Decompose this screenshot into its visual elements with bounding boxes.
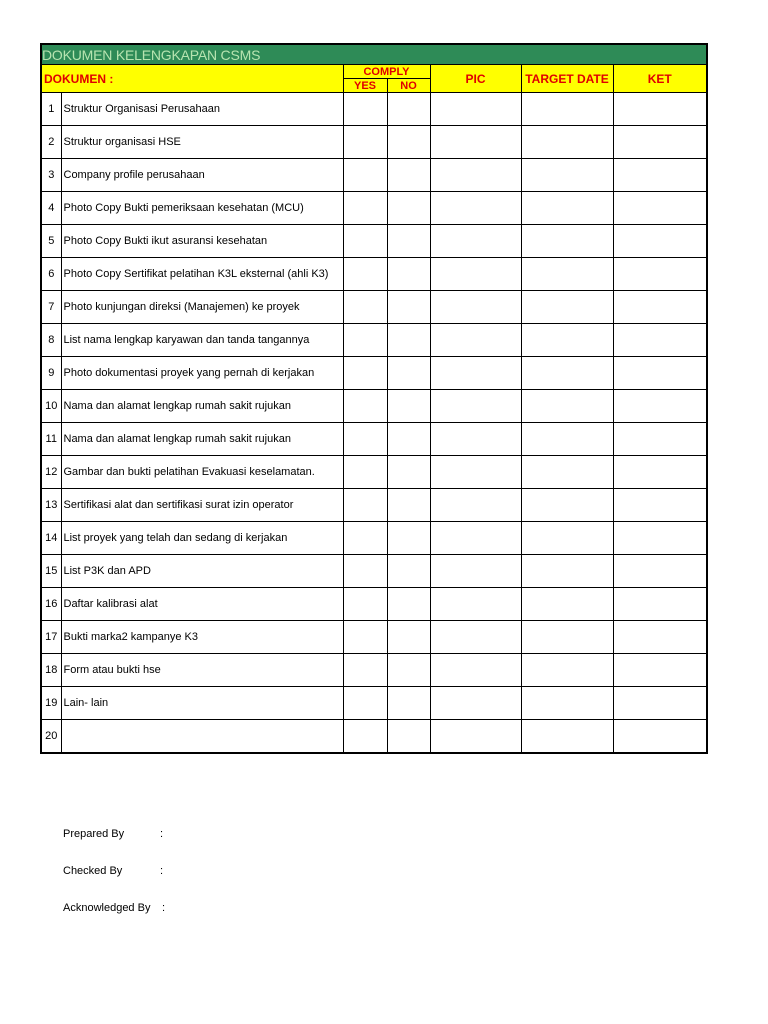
header-yes: YES <box>343 79 387 93</box>
row-no-cell[interactable] <box>387 159 430 192</box>
row-ket-cell[interactable] <box>613 258 707 291</box>
row-number: 17 <box>41 621 61 654</box>
row-document: Nama dan alamat lengkap rumah sakit rujukan <box>61 390 343 423</box>
row-target-date-cell[interactable] <box>521 159 613 192</box>
row-yes-cell[interactable] <box>343 654 387 687</box>
header-target-date: TARGET DATE <box>521 65 613 93</box>
acknowledged-by-line <box>63 902 165 914</box>
row-document: List proyek yang telah dan sedang di kerjakan <box>61 522 343 555</box>
row-ket-cell[interactable] <box>613 423 707 456</box>
row-number: 7 <box>41 291 61 324</box>
row-yes-cell[interactable] <box>343 423 387 456</box>
row-target-date-cell[interactable] <box>521 654 613 687</box>
row-yes-cell[interactable] <box>343 93 387 126</box>
row-yes-cell[interactable] <box>343 555 387 588</box>
row-number: 3 <box>41 159 61 192</box>
row-target-date-cell[interactable] <box>521 93 613 126</box>
row-ket-cell[interactable] <box>613 687 707 720</box>
row-yes-cell[interactable] <box>343 687 387 720</box>
row-ket-cell[interactable] <box>613 588 707 621</box>
row-target-date-cell[interactable] <box>521 687 613 720</box>
row-yes-cell[interactable] <box>343 720 387 754</box>
table-row <box>41 192 707 225</box>
checked-by-label: Checked By <box>63 865 123 877</box>
header-ket: KET <box>613 65 707 93</box>
row-ket-cell[interactable] <box>613 93 707 126</box>
row-no-cell[interactable] <box>387 588 430 621</box>
row-target-date-cell[interactable] <box>521 225 613 258</box>
checked-by-line <box>63 865 163 877</box>
row-ket-cell[interactable] <box>613 324 707 357</box>
row-ket-cell[interactable] <box>613 159 707 192</box>
row-document: Struktur Organisasi Perusahaan <box>61 93 343 126</box>
row-pic-cell[interactable] <box>430 522 521 555</box>
row-pic-cell[interactable] <box>430 291 521 324</box>
row-number: 9 <box>41 357 61 390</box>
row-number: 2 <box>41 126 61 159</box>
row-no-cell[interactable] <box>387 687 430 720</box>
row-pic-cell[interactable] <box>430 324 521 357</box>
row-ket-cell[interactable] <box>613 126 707 159</box>
table-row <box>41 456 707 489</box>
row-pic-cell[interactable] <box>430 390 521 423</box>
row-no-cell[interactable] <box>387 522 430 555</box>
row-target-date-cell[interactable] <box>521 522 613 555</box>
document-title: DOKUMEN KELENGKAPAN CSMS <box>41 44 707 65</box>
row-pic-cell[interactable] <box>430 654 521 687</box>
row-document: Photo Copy Sertifikat pelatihan K3L eksternal (ahli K3) <box>61 258 343 291</box>
checked-by-colon: : <box>160 865 164 877</box>
table-row <box>41 423 707 456</box>
row-document: Nama dan alamat lengkap rumah sakit rujukan <box>61 423 343 456</box>
row-target-date-cell[interactable] <box>521 456 613 489</box>
row-document: List P3K dan APD <box>61 555 343 588</box>
row-ket-cell[interactable] <box>613 390 707 423</box>
table-row <box>41 93 707 126</box>
row-target-date-cell[interactable] <box>521 720 613 754</box>
row-pic-cell[interactable] <box>430 159 521 192</box>
table-row <box>41 291 707 324</box>
table-row <box>41 159 707 192</box>
row-number: 8 <box>41 324 61 357</box>
row-number: 6 <box>41 258 61 291</box>
row-ket-cell[interactable] <box>613 291 707 324</box>
row-pic-cell[interactable] <box>430 225 521 258</box>
row-document: Photo kunjungan direksi (Manajemen) ke proyek <box>61 291 343 324</box>
row-no-cell[interactable] <box>387 423 430 456</box>
row-yes-cell[interactable] <box>343 390 387 423</box>
row-document: Photo Copy Bukti pemeriksaan kesehatan (MCU) <box>61 192 343 225</box>
row-document: Gambar dan bukti pelatihan Evakuasi keselamatan. <box>61 456 343 489</box>
row-yes-cell[interactable] <box>343 159 387 192</box>
row-no-cell[interactable] <box>387 555 430 588</box>
row-yes-cell[interactable] <box>343 225 387 258</box>
row-yes-cell[interactable] <box>343 489 387 522</box>
row-no-cell[interactable] <box>387 489 430 522</box>
csms-checklist-sheet <box>40 43 706 754</box>
table-row <box>41 324 707 357</box>
row-yes-cell[interactable] <box>343 258 387 291</box>
row-number: 10 <box>41 390 61 423</box>
row-target-date-cell[interactable] <box>521 324 613 357</box>
table-row <box>41 654 707 687</box>
row-no-cell[interactable] <box>387 456 430 489</box>
row-no-cell[interactable] <box>387 126 430 159</box>
prepared-by-line <box>63 828 163 840</box>
row-target-date-cell[interactable] <box>521 555 613 588</box>
row-pic-cell[interactable] <box>430 423 521 456</box>
row-ket-cell[interactable] <box>613 720 707 754</box>
row-ket-cell[interactable] <box>613 489 707 522</box>
table-row <box>41 225 707 258</box>
table-row <box>41 258 707 291</box>
row-number: 18 <box>41 654 61 687</box>
row-number: 11 <box>41 423 61 456</box>
table-row <box>41 621 707 654</box>
row-target-date-cell[interactable] <box>521 126 613 159</box>
table-row <box>41 687 707 720</box>
row-target-date-cell[interactable] <box>521 291 613 324</box>
row-pic-cell[interactable] <box>430 621 521 654</box>
row-pic-cell[interactable] <box>430 192 521 225</box>
row-no-cell[interactable] <box>387 390 430 423</box>
table-row <box>41 390 707 423</box>
row-no-cell[interactable] <box>387 225 430 258</box>
row-ket-cell[interactable] <box>613 456 707 489</box>
row-document: Photo dokumentasi proyek yang pernah di kerjakan <box>61 357 343 390</box>
row-document: Company profile perusahaan <box>61 159 343 192</box>
row-target-date-cell[interactable] <box>521 489 613 522</box>
header-pic: PIC <box>430 65 521 93</box>
table-row <box>41 720 707 754</box>
row-number: 19 <box>41 687 61 720</box>
row-document: Bukti marka2 kampanye K3 <box>61 621 343 654</box>
row-pic-cell[interactable] <box>430 93 521 126</box>
row-number: 16 <box>41 588 61 621</box>
row-document: Lain- lain <box>61 687 343 720</box>
row-pic-cell[interactable] <box>430 687 521 720</box>
row-yes-cell[interactable] <box>343 126 387 159</box>
row-ket-cell[interactable] <box>613 192 707 225</box>
row-ket-cell[interactable] <box>613 621 707 654</box>
row-no-cell[interactable] <box>387 621 430 654</box>
row-ket-cell[interactable] <box>613 357 707 390</box>
row-pic-cell[interactable] <box>430 456 521 489</box>
row-no-cell[interactable] <box>387 720 430 754</box>
header-no: NO <box>387 79 430 93</box>
row-document: Form atau bukti hse <box>61 654 343 687</box>
row-no-cell[interactable] <box>387 291 430 324</box>
row-target-date-cell[interactable] <box>521 390 613 423</box>
row-yes-cell[interactable] <box>343 621 387 654</box>
checklist-table <box>40 43 708 754</box>
row-pic-cell[interactable] <box>430 357 521 390</box>
row-pic-cell[interactable] <box>430 720 521 754</box>
table-row <box>41 126 707 159</box>
table-row <box>41 588 707 621</box>
row-no-cell[interactable] <box>387 654 430 687</box>
row-pic-cell[interactable] <box>430 555 521 588</box>
row-ket-cell[interactable] <box>613 225 707 258</box>
table-row <box>41 522 707 555</box>
row-number: 12 <box>41 456 61 489</box>
row-number: 15 <box>41 555 61 588</box>
row-yes-cell[interactable] <box>343 291 387 324</box>
row-yes-cell[interactable] <box>343 357 387 390</box>
table-row <box>41 555 707 588</box>
row-pic-cell[interactable] <box>430 126 521 159</box>
row-target-date-cell[interactable] <box>521 192 613 225</box>
row-pic-cell[interactable] <box>430 588 521 621</box>
row-document: List nama lengkap karyawan dan tanda tangannya <box>61 324 343 357</box>
row-target-date-cell[interactable] <box>521 357 613 390</box>
table-row <box>41 489 707 522</box>
row-number: 1 <box>41 93 61 126</box>
row-ket-cell[interactable] <box>613 522 707 555</box>
header-dokumen: DOKUMEN : <box>41 65 343 93</box>
row-no-cell[interactable] <box>387 93 430 126</box>
row-ket-cell[interactable] <box>613 654 707 687</box>
row-document <box>61 720 343 754</box>
row-yes-cell[interactable] <box>343 192 387 225</box>
row-target-date-cell[interactable] <box>521 621 613 654</box>
row-document: Daftar kalibrasi alat <box>61 588 343 621</box>
row-number: 20 <box>41 720 61 754</box>
row-target-date-cell[interactable] <box>521 588 613 621</box>
header-comply: COMPLY <box>343 65 430 79</box>
row-ket-cell[interactable] <box>613 555 707 588</box>
row-no-cell[interactable] <box>387 357 430 390</box>
row-target-date-cell[interactable] <box>521 423 613 456</box>
row-document: Sertifikasi alat dan sertifikasi surat izin operator <box>61 489 343 522</box>
row-number: 13 <box>41 489 61 522</box>
row-number: 4 <box>41 192 61 225</box>
table-row <box>41 357 707 390</box>
row-document: Struktur organisasi HSE <box>61 126 343 159</box>
row-number: 14 <box>41 522 61 555</box>
row-yes-cell[interactable] <box>343 588 387 621</box>
row-no-cell[interactable] <box>387 192 430 225</box>
row-no-cell[interactable] <box>387 258 430 291</box>
row-yes-cell[interactable] <box>343 522 387 555</box>
row-pic-cell[interactable] <box>430 489 521 522</box>
row-no-cell[interactable] <box>387 324 430 357</box>
row-document: Photo Copy Bukti ikut asuransi kesehatan <box>61 225 343 258</box>
acknowledged-by-colon: : <box>162 902 166 914</box>
row-pic-cell[interactable] <box>430 258 521 291</box>
row-number: 5 <box>41 225 61 258</box>
prepared-by-colon: : <box>160 828 164 840</box>
row-yes-cell[interactable] <box>343 456 387 489</box>
row-target-date-cell[interactable] <box>521 258 613 291</box>
row-yes-cell[interactable] <box>343 324 387 357</box>
prepared-by-label: Prepared By <box>63 828 125 840</box>
acknowledged-by-label: Acknowledged By <box>63 902 151 914</box>
